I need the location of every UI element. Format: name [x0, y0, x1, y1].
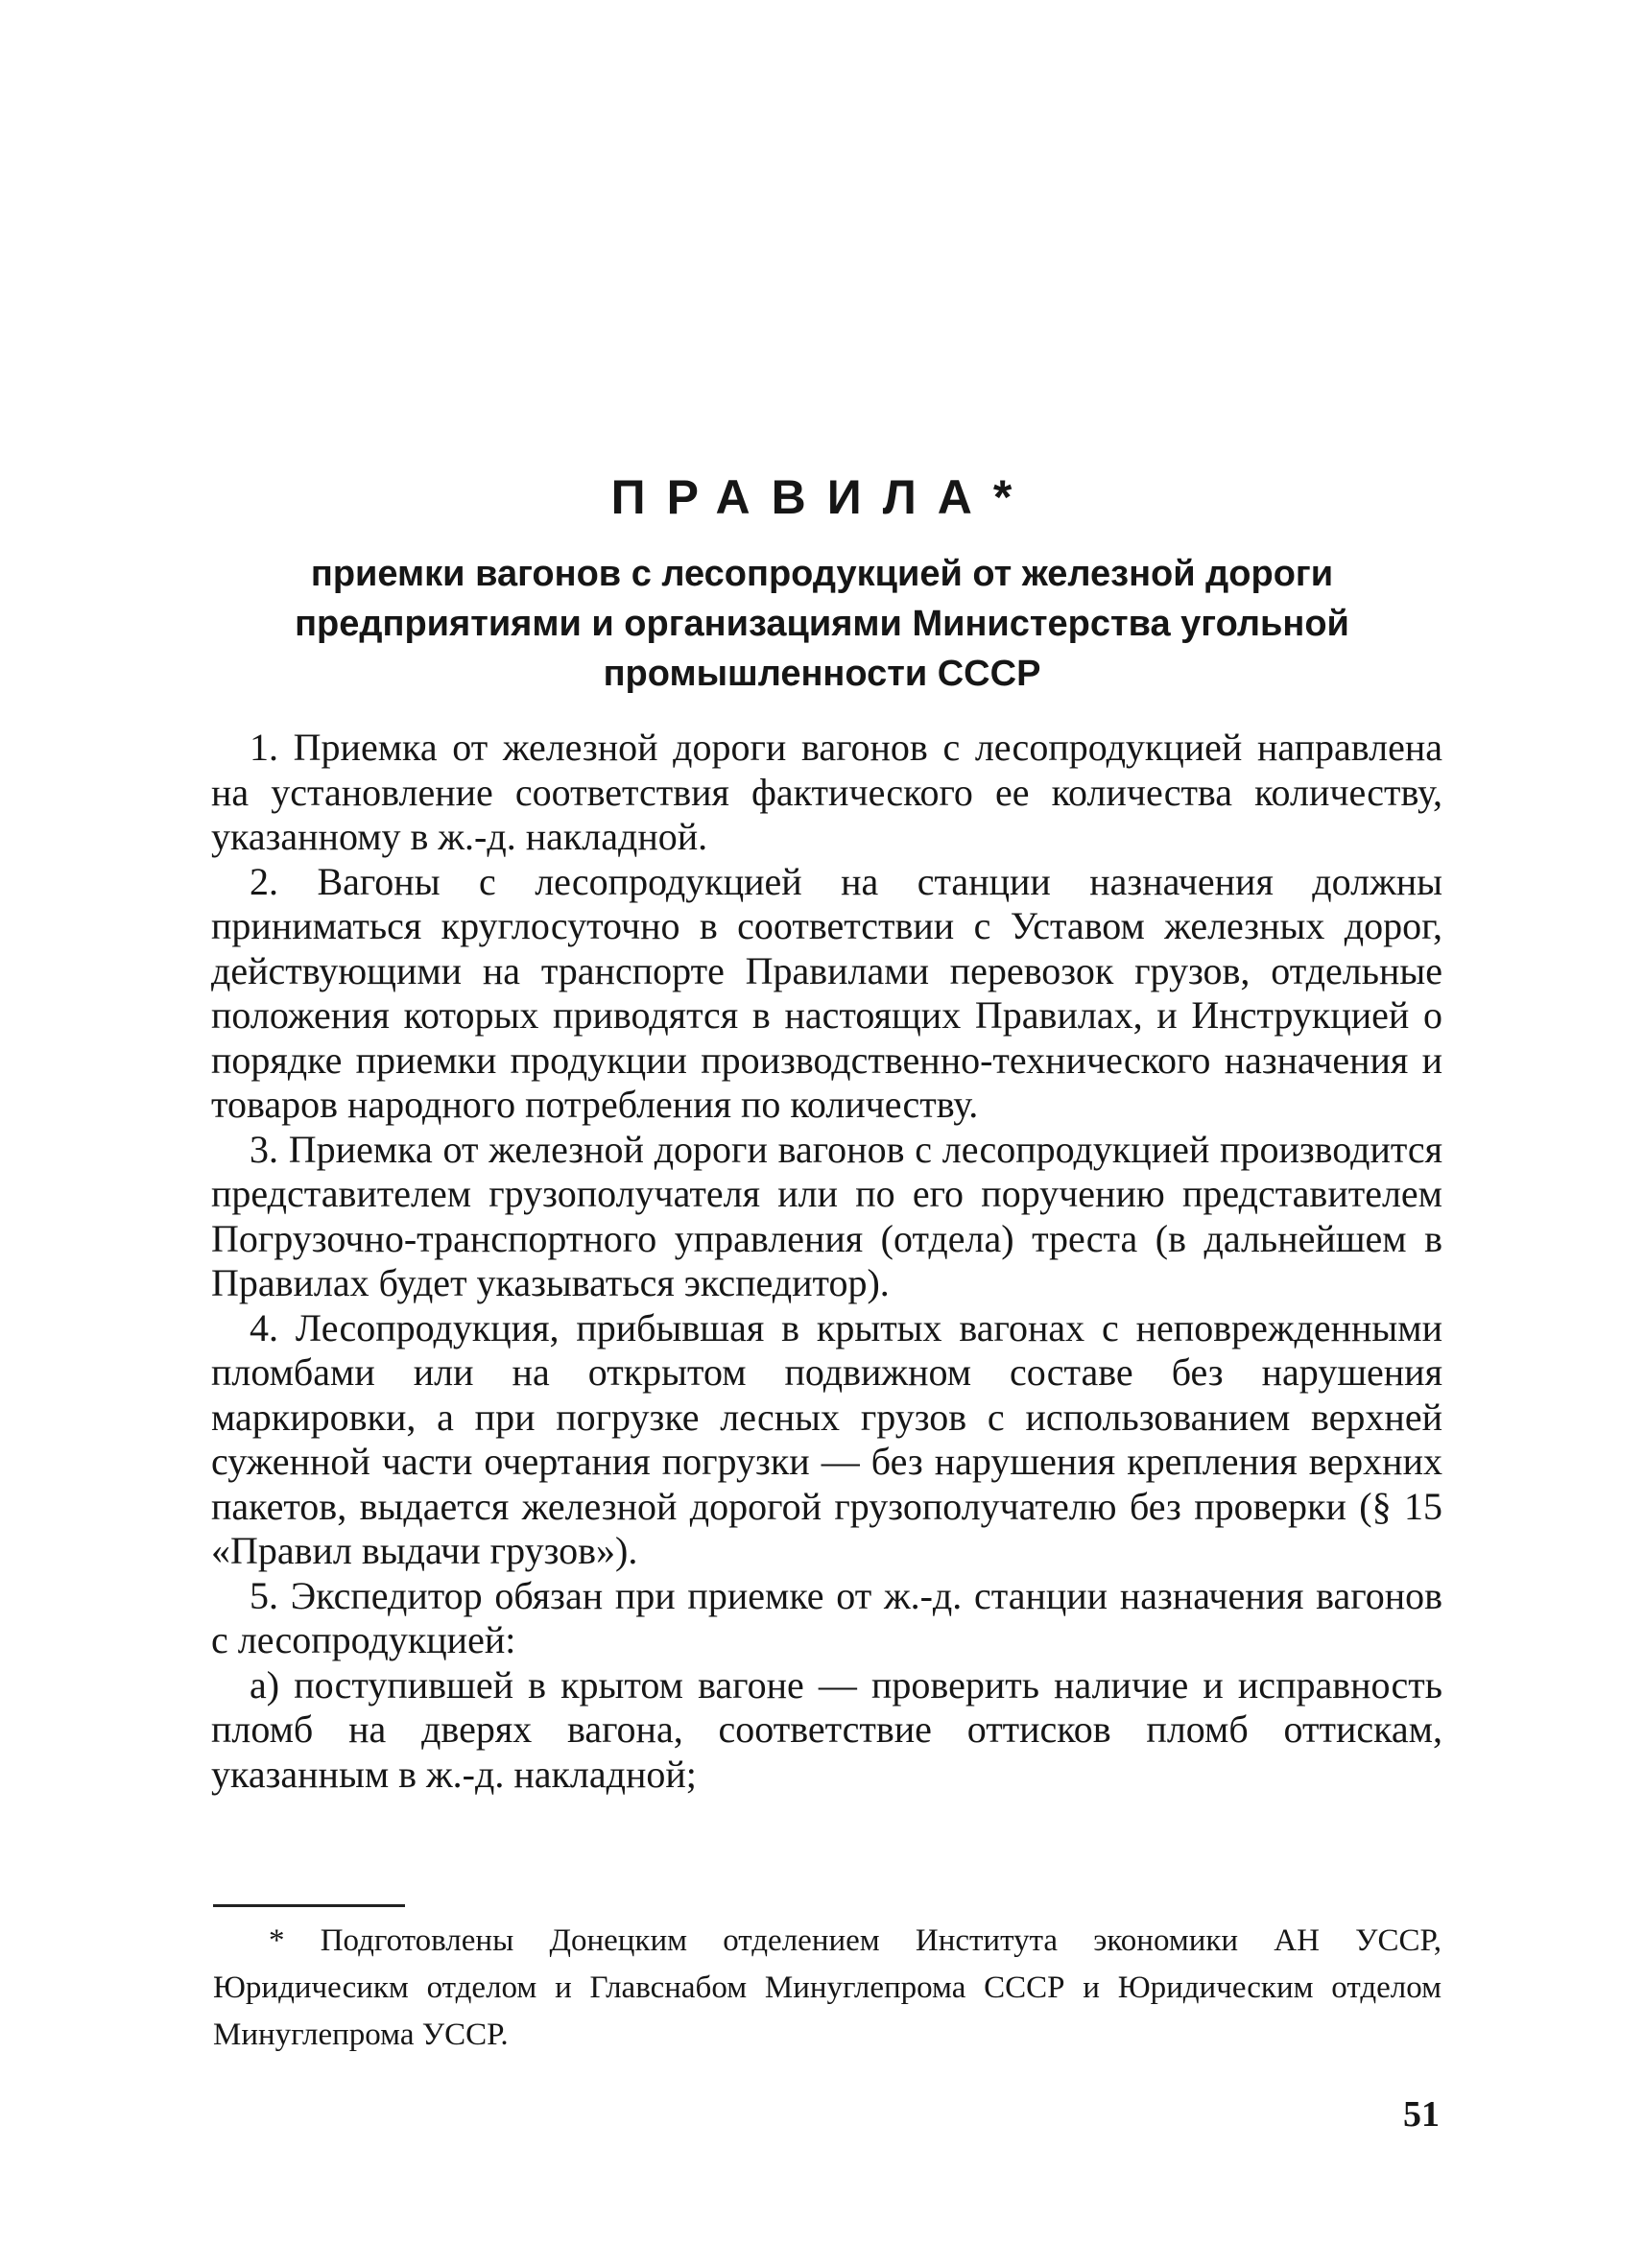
document-body — [211, 726, 1442, 1797]
paragraph-1: 1. Приемка от железной дороги вагонов с лесопродукцией направлена на установление соответствия фактического ее количества количеству, указанному в ж.-д. накладной. — [211, 726, 1442, 858]
document-subtitle: приемки вагонов с лесопродукцией от железной дороги предприятиями и организациями Министерства угольной промышленности СССР — [295, 554, 1349, 694]
footnote: * Подготовлены Донецким отделением Института экономики АН УССР, Юридичесикм отделом и Главснабом Минуглепрома СССР и Юридическим отделом Минуглепрома УССР. — [213, 1923, 1441, 2052]
paragraph-4: 4. Лесопродукция, прибывшая в крытых вагонах с неповрежденными пломбами или на открытом подвижном составе без нарушения маркировки, а при погрузке лесных грузов с использованием верхней суженной части очертания погрузки — без нарушения крепления верхних пакетов, выдается железной дорогой грузополучателю без проверки (§ 15 «Правил выдачи грузов»). — [211, 1305, 1442, 1572]
paragraph-2: 2. Вагоны с лесопродукцией на станции назначения должны приниматься круглосуточно в соответствии с Уставом железных дорог, действующими на транспорте Правилами перевозок грузов, отдельные положения которых приводятся в настоящих Правилах, и Инструкцией о порядке приемки продукции производственно-технического назначения и товаров народного потребления по количеству. — [211, 859, 1442, 1126]
document-title: ПРАВИЛА* — [610, 470, 1034, 524]
paragraph-5: 5. Экспедитор обязан при приемке от ж.-д. станции назначения вагонов с лесопродукцией: — [211, 1573, 1442, 1661]
footnote-divider — [213, 1904, 405, 1907]
page-number: 51 — [1403, 2094, 1440, 2135]
paragraph-3: 3. Приемка от железной дороги вагонов с лесопродукцией производится представителем грузополучателя или по его поручению представителем Погрузочно-транспортного управления (отдела) треста (в дальнейшем в Правилах будет указываться экспедитор). — [211, 1127, 1442, 1304]
paragraph-5a: а) поступившей в крытом вагоне — проверить наличие и исправность пломб на дверях вагона, соответствие оттисков пломб оттискам, указанным в ж.-д. накладной; — [211, 1662, 1442, 1796]
